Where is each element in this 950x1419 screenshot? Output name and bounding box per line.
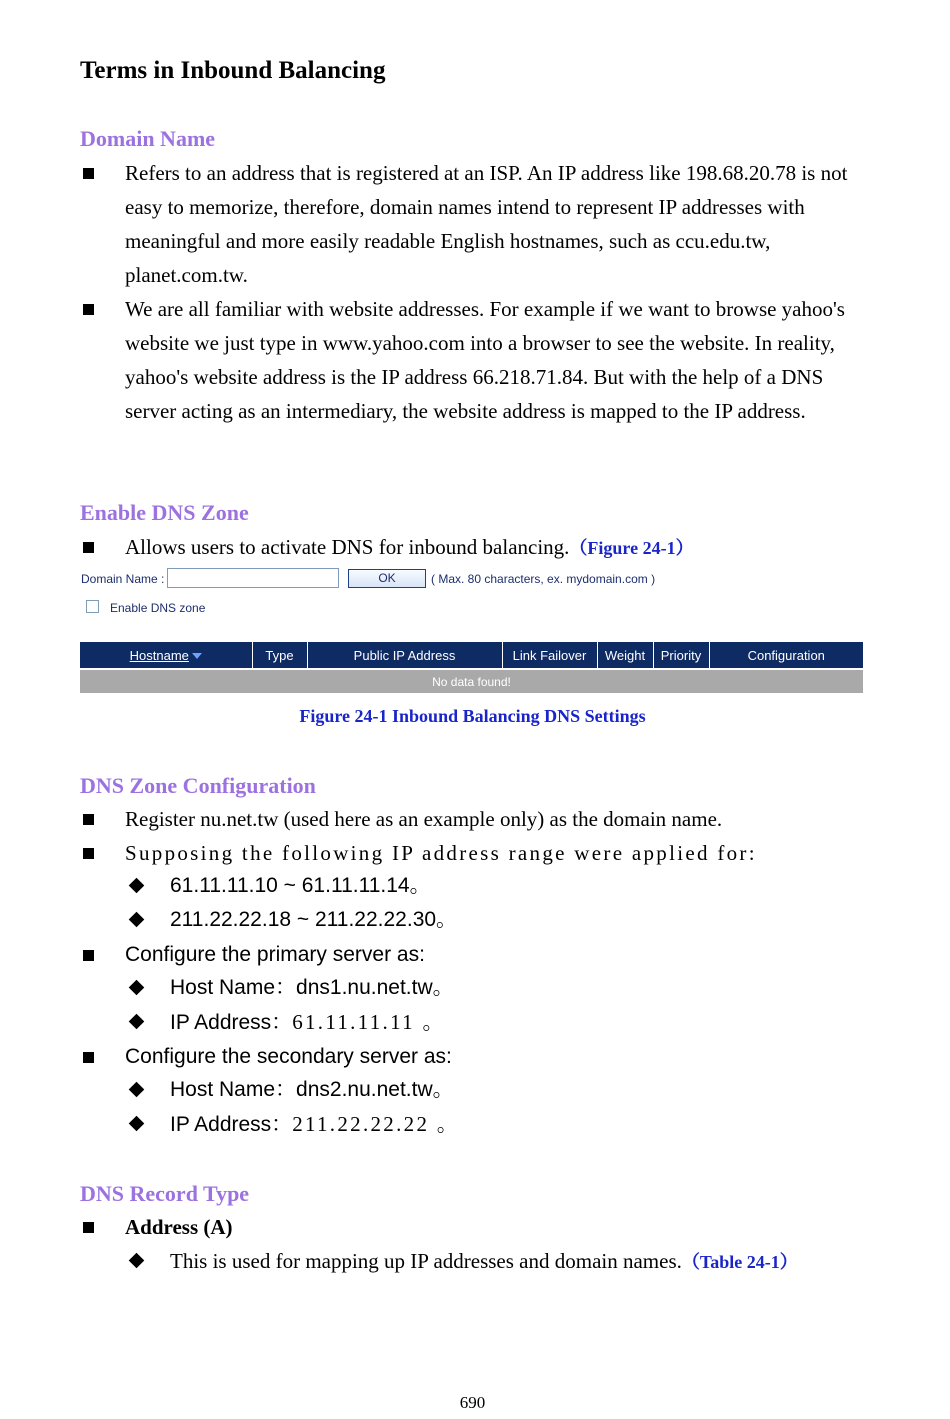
configuration-column-header: Configuration [709,642,863,669]
bullet-text: Supposing the following IP address range were applied for: [125,841,757,865]
domain-hint: ( Max. 80 characters, ex. mydomain.com ) [431,572,656,586]
bullet-item [80,802,870,836]
table-row [80,669,863,693]
bullet-text: Configure the primary server as: [125,943,425,966]
page-number: 690 [459,1393,486,1412]
bullet-text: We are all familiar with website addresses. For example if we want to browse yahoo's website we just type in www.yahoo.com into a browser to see the website. In reality, yahoo's website address is the IP address 66.218.71.84. But with the help of a DNS server acting as an intermediary, the website address is mapped to the IP address. [125,297,845,423]
bullet-item [80,836,870,870]
bullet-text: Configure the secondary server as: [125,1045,452,1068]
public-ip-column-header: Public IP Address [307,642,502,669]
diamond-bullet-icon [129,1082,145,1098]
sub-item [125,1107,865,1142]
diamond-bullet-icon [129,1014,145,1030]
bullet-item [80,1210,870,1244]
figure-caption: Figure 24-1 Inbound Balancing DNS Settings [299,706,646,726]
square-bullet-icon [83,950,94,961]
sub-item-text: This is used for mapping up IP addresses and domain names. [170,1249,682,1273]
square-bullet-icon [83,542,94,553]
bullet-item [80,938,870,972]
square-bullet-icon [83,848,94,859]
bullet-text: Refers to an address that is registered at an ISP. An IP address like 198.68.20.78 is not easy to memorize, therefore, domain names intend to represent IP addresses with meaningful and more easily readable English hostnames, such as ccu.edu.tw, planet.com.tw. [125,161,848,287]
weight-column-header: Weight [597,642,653,669]
type-column-header: Type [252,642,307,669]
square-bullet-icon [83,814,94,825]
sub-item [125,869,865,903]
sub-item [125,1244,865,1279]
section-heading-dns-zone-configuration: DNS Zone Configuration [80,773,316,798]
priority-column-header: Priority [653,642,709,669]
table-header-row [80,642,863,669]
ip-address-value: 211.22.22.22 。 [292,1112,461,1136]
diamond-bullet-icon [129,980,145,996]
diamond-bullet-icon [129,878,145,894]
bullet-text: Register nu.net.tw (used here as an example only) as the domain name. [125,807,723,831]
sub-item [125,903,865,937]
empty-table-message: No data found! [80,669,863,693]
enable-dns-zone-checkbox[interactable] [86,600,99,613]
ip-range-text: 61.11.11.10 ~ 61.11.11.14。 [170,874,431,897]
host-name-text: Host Name：dns2.nu.net.tw。 [170,1078,454,1101]
ip-address-label: IP Address： [170,1113,293,1136]
ip-address-value: 61.11.11.11 。 [292,1010,446,1034]
section-heading-dns-record-type: DNS Record Type [80,1181,250,1206]
bullet-text: Address (A) [125,1215,233,1239]
sub-item [125,971,865,1005]
host-name-text: Host Name：dns1.nu.net.tw。 [170,976,454,999]
square-bullet-icon [83,1222,94,1233]
figure-reference: （Figure 24-1） [569,538,694,558]
sub-item [125,1005,865,1040]
dns-table [80,642,863,693]
sort-down-icon[interactable] [192,653,202,659]
diamond-bullet-icon [129,1253,145,1269]
diamond-bullet-icon [129,912,145,928]
section-heading-domain-name: Domain Name [80,126,216,151]
ok-button[interactable]: OK [348,569,426,588]
page-title: Terms in Inbound Balancing [80,57,386,84]
domain-name-label: Domain Name : [81,572,165,586]
table-reference: （Table 24-1） [681,1252,798,1272]
ip-address-label: IP Address： [170,1011,293,1034]
bullet-item [80,292,870,428]
diamond-bullet-icon [129,1116,145,1132]
hostname-column-header[interactable]: Hostname [80,642,252,669]
bullet-item [80,1040,870,1074]
link-failover-column-header: Link Failover [502,642,597,669]
ip-range-text: 211.22.22.18 ~ 211.22.22.30。 [170,908,458,931]
bullet-text: Allows users to activate DNS for inbound balancing. [125,535,570,559]
section-heading-enable-dns-zone: Enable DNS Zone [80,500,249,525]
bullet-item [80,156,870,292]
sub-item [125,1073,865,1107]
square-bullet-icon [83,1052,94,1063]
square-bullet-icon [83,304,94,315]
domain-name-input[interactable] [167,568,339,588]
enable-dns-zone-label: Enable DNS zone [110,601,206,615]
bullet-item [80,530,870,565]
square-bullet-icon [83,168,94,179]
